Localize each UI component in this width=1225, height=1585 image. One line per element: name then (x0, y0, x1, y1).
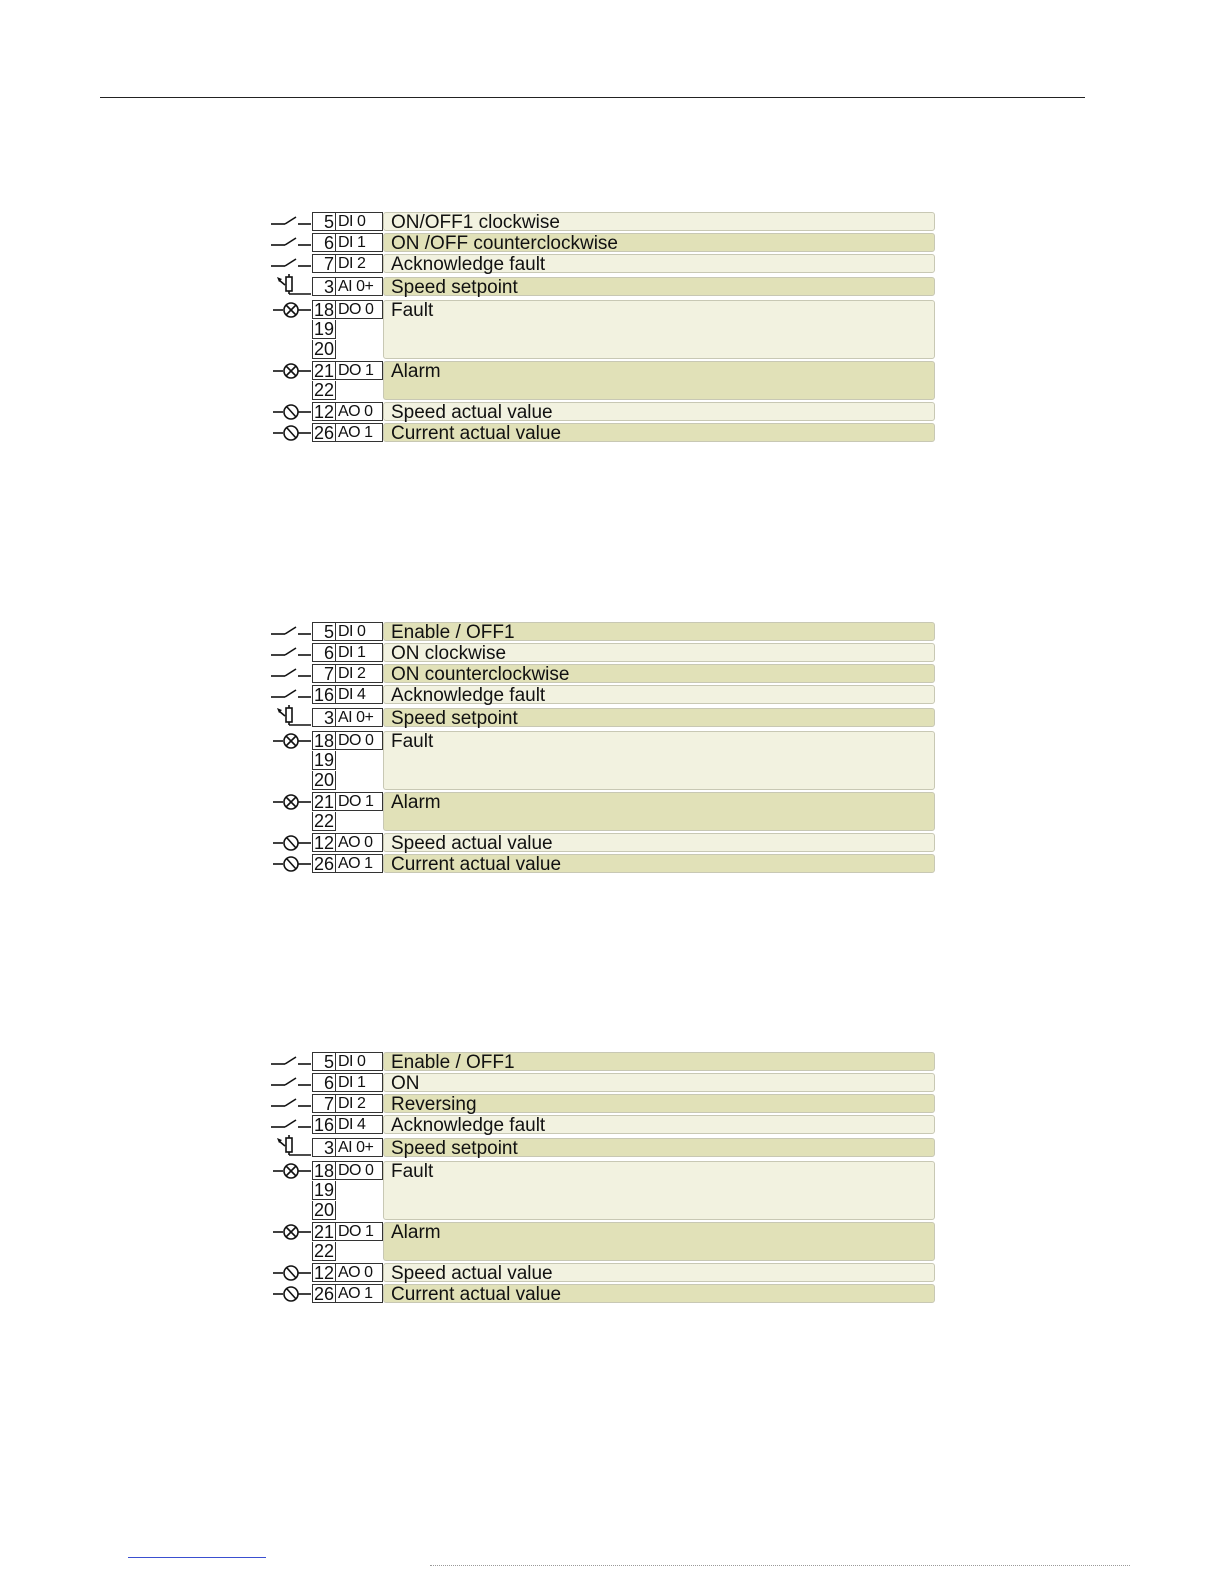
switch-icon (265, 212, 311, 232)
function-label: Current actual value (383, 1284, 935, 1303)
switch-icon (265, 643, 311, 663)
function-label: Speed setpoint (383, 277, 935, 296)
terminal-number: 21 (313, 1222, 334, 1242)
terminal-number: 26 (313, 1284, 334, 1304)
terminal-row (265, 300, 940, 360)
terminal-diagram-2 (265, 622, 940, 875)
lamp-icon (265, 1222, 311, 1242)
switch-icon (265, 1073, 311, 1093)
function-label: ON counterclockwise (383, 664, 935, 683)
meter-icon (265, 854, 311, 874)
meter-icon (265, 402, 311, 422)
function-label: Speed actual value (383, 402, 935, 421)
terminal-row (265, 643, 940, 663)
lamp-icon (265, 792, 311, 812)
function-label: Acknowledge fault (383, 254, 935, 273)
lamp-icon (265, 361, 311, 381)
function-label: Enable / OFF1 (383, 1052, 935, 1071)
function-label: Speed setpoint (383, 1138, 935, 1157)
function-label: ON (383, 1073, 935, 1092)
terminal-number: 12 (313, 1263, 334, 1283)
function-label: Speed actual value (383, 833, 935, 852)
terminal-number: 12 (313, 833, 334, 853)
signal-code: AI 0+ (336, 1138, 383, 1157)
terminal-row (265, 1138, 940, 1158)
function-label: Current actual value (383, 854, 935, 873)
meter-icon (265, 1263, 311, 1283)
signal-code: AO 0 (336, 833, 383, 852)
terminal-number: 16 (313, 685, 334, 705)
terminal-number: 7 (312, 664, 336, 683)
signal-code: AO 0 (336, 1263, 383, 1282)
terminal-number: 21 (313, 361, 334, 381)
terminal-number: 5 (312, 622, 336, 641)
terminal-row (265, 731, 940, 791)
terminal-row (265, 277, 940, 297)
function-label: Speed actual value (383, 1263, 935, 1282)
terminal-number: 19 (313, 750, 334, 770)
potentiometer-icon (265, 274, 311, 296)
signal-code: AI 0+ (336, 708, 383, 727)
switch-icon (265, 1094, 311, 1114)
terminal-row (265, 423, 940, 443)
terminal-number: 22 (313, 811, 334, 831)
terminal-number: 5 (312, 212, 336, 231)
terminal-row (265, 212, 940, 232)
terminal-number: 7 (312, 1094, 336, 1113)
signal-code: AO 0 (336, 402, 383, 421)
terminal-row (265, 361, 940, 401)
terminal-number: 22 (313, 1241, 334, 1261)
function-label: Fault (383, 1161, 935, 1220)
terminal-diagram-3 (265, 1052, 940, 1305)
function-label: Speed setpoint (383, 708, 935, 727)
function-label: Fault (383, 300, 935, 359)
terminal-row (265, 402, 940, 422)
signal-code: DI 2 (336, 254, 383, 273)
terminal-number: 7 (312, 254, 336, 273)
terminal-number: 5 (312, 1052, 336, 1071)
signal-code: DI 4 (336, 685, 383, 704)
function-label: Enable / OFF1 (383, 622, 935, 641)
function-label: Current actual value (383, 423, 935, 442)
header-rule (100, 97, 1085, 98)
signal-code: DI 1 (336, 233, 383, 252)
lamp-icon (265, 731, 311, 751)
terminal-number: 26 (313, 854, 334, 874)
terminal-row (265, 1052, 940, 1072)
function-label: Alarm (383, 1222, 935, 1261)
terminal-row (265, 1115, 940, 1135)
footer-link-underline (128, 1557, 266, 1558)
terminal-number: 18 (313, 1161, 334, 1181)
terminal-row (265, 1222, 940, 1262)
terminal-row (265, 1284, 940, 1304)
terminal-number: 3 (312, 708, 336, 727)
switch-icon (265, 664, 311, 684)
function-label: Fault (383, 731, 935, 790)
terminal-number: 3 (312, 277, 336, 296)
terminal-number: 22 (313, 380, 334, 400)
terminal-number: 26 (313, 423, 334, 443)
signal-code: DI 0 (336, 1052, 383, 1071)
signal-code: AO 1 (336, 1284, 383, 1303)
terminal-number: 6 (312, 1073, 336, 1092)
terminal-row (265, 854, 940, 874)
terminal-number: 19 (313, 319, 334, 339)
signal-code: DI 2 (336, 664, 383, 683)
switch-icon (265, 685, 311, 705)
terminal-row (265, 1073, 940, 1093)
signal-code: DO 0 (336, 300, 383, 319)
terminal-diagram-1 (265, 212, 940, 442)
function-label: Alarm (383, 792, 935, 831)
signal-code: DI 0 (336, 622, 383, 641)
signal-code: DO 0 (336, 1161, 383, 1180)
signal-code: DI 4 (336, 1115, 383, 1134)
function-label: ON/OFF1 clockwise (383, 212, 935, 231)
switch-icon (265, 254, 311, 274)
terminal-number: 18 (313, 731, 334, 751)
terminal-row (265, 792, 940, 832)
signal-code: AO 1 (336, 423, 383, 442)
switch-icon (265, 233, 311, 253)
signal-code: DO 1 (336, 792, 383, 811)
signal-code: DI 1 (336, 643, 383, 662)
terminal-row (265, 708, 940, 728)
signal-code: DO 1 (336, 361, 383, 380)
terminal-row (265, 254, 940, 274)
function-label: Alarm (383, 361, 935, 400)
terminal-row (265, 664, 940, 684)
signal-code: DO 0 (336, 731, 383, 750)
signal-code: DI 2 (336, 1094, 383, 1113)
signal-code: AO 1 (336, 854, 383, 873)
terminal-row (265, 833, 940, 853)
terminal-row (265, 622, 940, 642)
potentiometer-icon (265, 1135, 311, 1157)
terminal-number: 20 (313, 770, 334, 790)
terminal-number: 18 (313, 300, 334, 320)
terminal-row (265, 1161, 940, 1221)
lamp-icon (265, 1161, 311, 1181)
terminal-row (265, 1263, 940, 1283)
meter-icon (265, 1284, 311, 1304)
switch-icon (265, 1052, 311, 1072)
terminal-number: 6 (312, 233, 336, 252)
meter-icon (265, 833, 311, 853)
terminal-number: 20 (313, 339, 334, 359)
terminal-number: 21 (313, 792, 334, 812)
meter-icon (265, 423, 311, 443)
terminal-row (265, 685, 940, 705)
terminal-number: 12 (313, 402, 334, 422)
potentiometer-icon (265, 705, 311, 727)
terminal-number: 3 (312, 1138, 336, 1157)
terminal-number: 16 (313, 1115, 334, 1135)
function-label: Acknowledge fault (383, 685, 935, 704)
function-label: ON /OFF counterclockwise (383, 233, 935, 252)
signal-code: DO 1 (336, 1222, 383, 1241)
signal-code: DI 0 (336, 212, 383, 231)
function-label: Reversing (383, 1094, 935, 1113)
terminal-row (265, 233, 940, 253)
terminal-row (265, 1094, 940, 1114)
switch-icon (265, 622, 311, 642)
signal-code: DI 1 (336, 1073, 383, 1092)
footer-dotted-rule (430, 1565, 1130, 1566)
terminal-number: 6 (312, 643, 336, 662)
terminal-number: 19 (313, 1180, 334, 1200)
terminal-number: 20 (313, 1200, 334, 1220)
function-label: Acknowledge fault (383, 1115, 935, 1134)
lamp-icon (265, 300, 311, 320)
signal-code: AI 0+ (336, 277, 383, 296)
function-label: ON clockwise (383, 643, 935, 662)
switch-icon (265, 1115, 311, 1135)
